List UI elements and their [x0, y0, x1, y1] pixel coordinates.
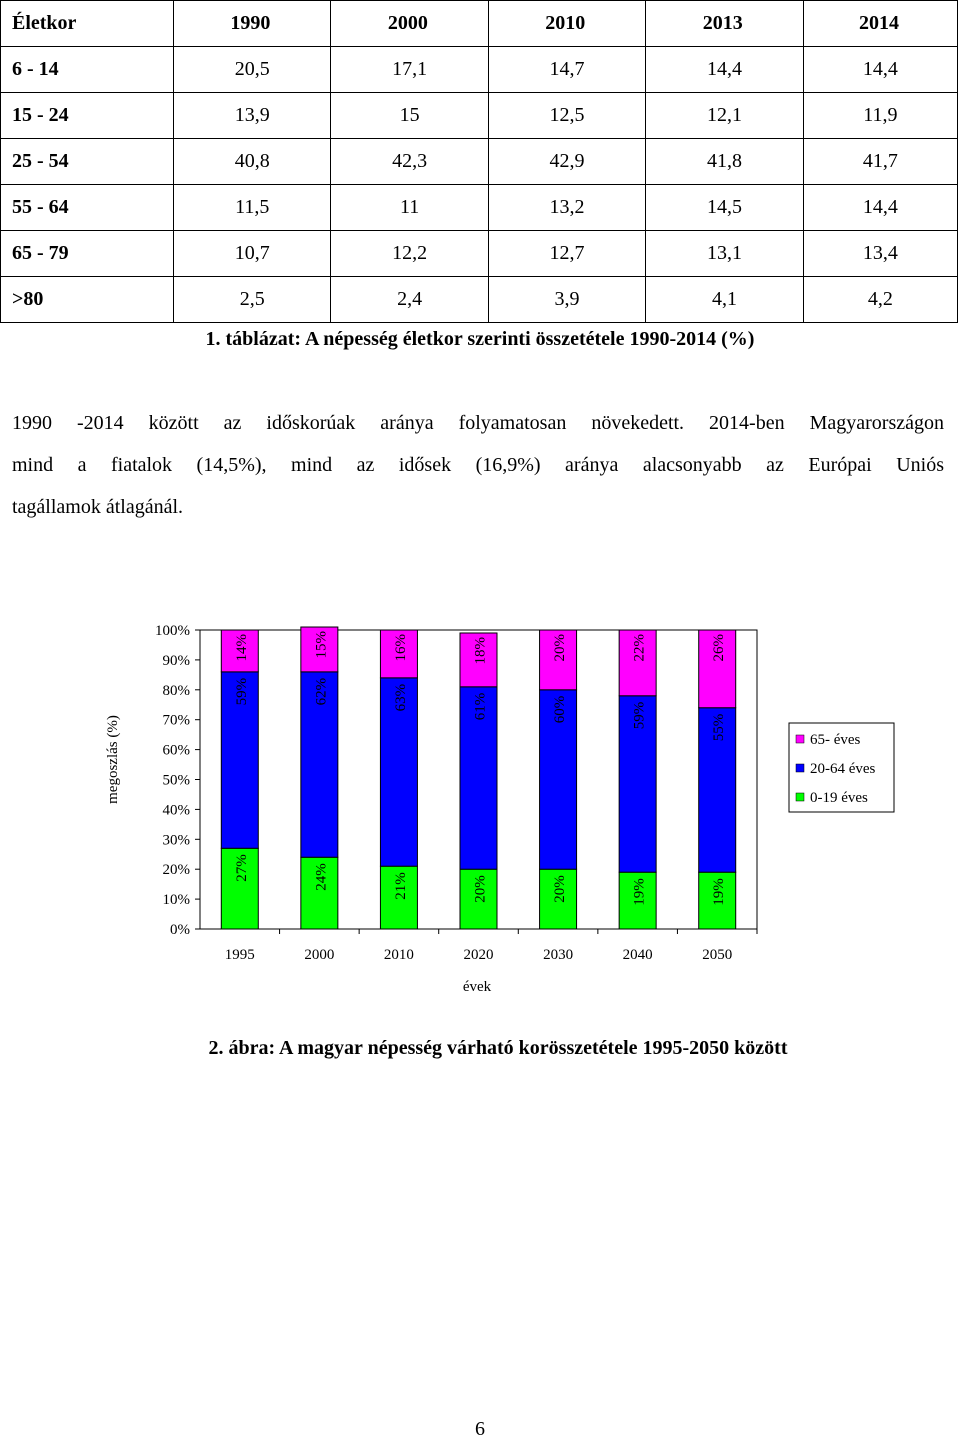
x-tick-label: 2040 [622, 947, 653, 963]
legend-label: 0-19 éves [810, 790, 868, 806]
x-tick-label: 2010 [383, 947, 414, 963]
age-group-cell: 25 - 54 [1, 139, 174, 185]
data-label: 21% [392, 872, 409, 900]
header-cell: 2014 [803, 1, 957, 47]
value-cell: 14,4 [646, 47, 803, 93]
value-cell: 20,5 [174, 47, 331, 93]
header-cell: 2013 [646, 1, 803, 47]
x-tick-label: 2000 [304, 947, 335, 963]
y-tick-label: 100% [155, 623, 190, 639]
data-label: 18% [472, 636, 489, 665]
value-cell: 12,5 [488, 93, 645, 139]
data-label: 61% [472, 692, 489, 721]
value-cell: 12,2 [331, 231, 488, 277]
y-tick-label: 0% [170, 922, 190, 938]
age-distribution-table [0, 0, 958, 323]
value-cell: 13,9 [174, 93, 331, 139]
data-label: 19% [631, 878, 648, 906]
data-label: 24% [313, 863, 330, 891]
table-header-row [1, 1, 958, 47]
y-tick-label: 30% [162, 832, 190, 849]
table-row [1, 231, 958, 277]
page-number: 6 [475, 1418, 485, 1440]
y-axis-label: megoszlás (%) [105, 715, 121, 804]
paragraph-line: tagállamok átlagánál. [12, 496, 184, 518]
x-tick-label: 2030 [543, 947, 574, 963]
legend-label: 65- éves [810, 732, 861, 748]
paragraph-line: mind a fiatalok (14,5%), mind az idősek (16,9%) aránya alacsonyabb az Európai Uniós [12, 454, 944, 476]
y-tick-label: 50% [162, 772, 190, 789]
legend-swatch [796, 793, 804, 801]
table-caption: 1. táblázat: A népesség életkor szerinti összetétele 1990-2014 (%) [205, 328, 755, 350]
y-tick-label: 10% [162, 892, 190, 909]
value-cell: 14,7 [488, 47, 645, 93]
data-label: 15% [313, 631, 330, 659]
value-cell: 11 [331, 185, 488, 231]
table-row [1, 93, 958, 139]
value-cell: 41,7 [803, 139, 957, 185]
age-group-cell: >80 [1, 277, 174, 323]
value-cell: 41,8 [646, 139, 803, 185]
age-group-cell: 6 - 14 [1, 47, 174, 93]
value-cell: 17,1 [331, 47, 488, 93]
paragraph-line: 1990 -2014 között az időskorúak aránya folyamatosan növekedett. 2014-ben Magyarországon [12, 412, 944, 434]
table-row [1, 139, 958, 185]
x-tick-label: 2050 [702, 947, 733, 963]
value-cell: 13,1 [646, 231, 803, 277]
x-tick-label: 1995 [224, 947, 255, 963]
value-cell: 15 [331, 93, 488, 139]
value-cell: 13,4 [803, 231, 957, 277]
age-group-cell: 65 - 79 [1, 231, 174, 277]
header-cell: 2010 [488, 1, 645, 47]
x-tick-label: 2020 [463, 947, 494, 963]
y-tick-label: 40% [162, 802, 190, 819]
data-label: 16% [392, 634, 409, 662]
age-group-cell: 55 - 64 [1, 185, 174, 231]
y-tick-label: 60% [162, 742, 190, 759]
y-tick-label: 70% [162, 712, 190, 729]
value-cell: 11,5 [174, 185, 331, 231]
value-cell: 42,9 [488, 139, 645, 185]
data-label: 59% [233, 677, 250, 706]
value-cell: 13,2 [488, 185, 645, 231]
data-label: 26% [711, 634, 728, 662]
value-cell: 42,3 [331, 139, 488, 185]
data-label: 22% [631, 634, 648, 662]
table-row [1, 47, 958, 93]
y-tick-label: 80% [162, 682, 190, 699]
x-axis-label: évek [462, 979, 492, 995]
data-label: 20% [472, 875, 489, 903]
value-cell: 14,4 [803, 185, 957, 231]
value-cell: 11,9 [803, 93, 957, 139]
value-cell: 40,8 [174, 139, 331, 185]
table-row [1, 185, 958, 231]
value-cell: 4,1 [646, 277, 803, 323]
data-label: 62% [313, 677, 330, 706]
data-label: 55% [711, 713, 728, 742]
value-cell: 12,7 [488, 231, 645, 277]
value-cell: 12,1 [646, 93, 803, 139]
header-cell: Életkor [1, 1, 174, 47]
data-label: 19% [711, 878, 728, 906]
legend-swatch [796, 735, 804, 743]
table-row [1, 277, 958, 323]
data-label: 27% [233, 854, 250, 882]
figure-caption: 2. ábra: A magyar népesség várható korösszetétele 1995-2050 között [208, 1037, 788, 1059]
header-cell: 1990 [174, 1, 331, 47]
header-cell: 2000 [331, 1, 488, 47]
population-chart [0, 600, 960, 1020]
y-tick-label: 90% [162, 652, 190, 669]
value-cell: 2,5 [174, 277, 331, 323]
value-cell: 14,5 [646, 185, 803, 231]
value-cell: 10,7 [174, 231, 331, 277]
legend-swatch [796, 764, 804, 772]
y-tick-label: 20% [162, 862, 190, 879]
value-cell: 14,4 [803, 47, 957, 93]
body-paragraph [12, 402, 944, 528]
value-cell: 3,9 [488, 277, 645, 323]
data-label: 20% [552, 875, 569, 903]
data-label: 60% [552, 695, 569, 724]
age-group-cell: 15 - 24 [1, 93, 174, 139]
data-label: 14% [233, 634, 250, 662]
legend-label: 20-64 éves [810, 761, 876, 777]
data-label: 63% [392, 683, 409, 712]
value-cell: 2,4 [331, 277, 488, 323]
data-label: 59% [631, 701, 648, 730]
value-cell: 4,2 [803, 277, 957, 323]
data-label: 20% [552, 634, 569, 662]
